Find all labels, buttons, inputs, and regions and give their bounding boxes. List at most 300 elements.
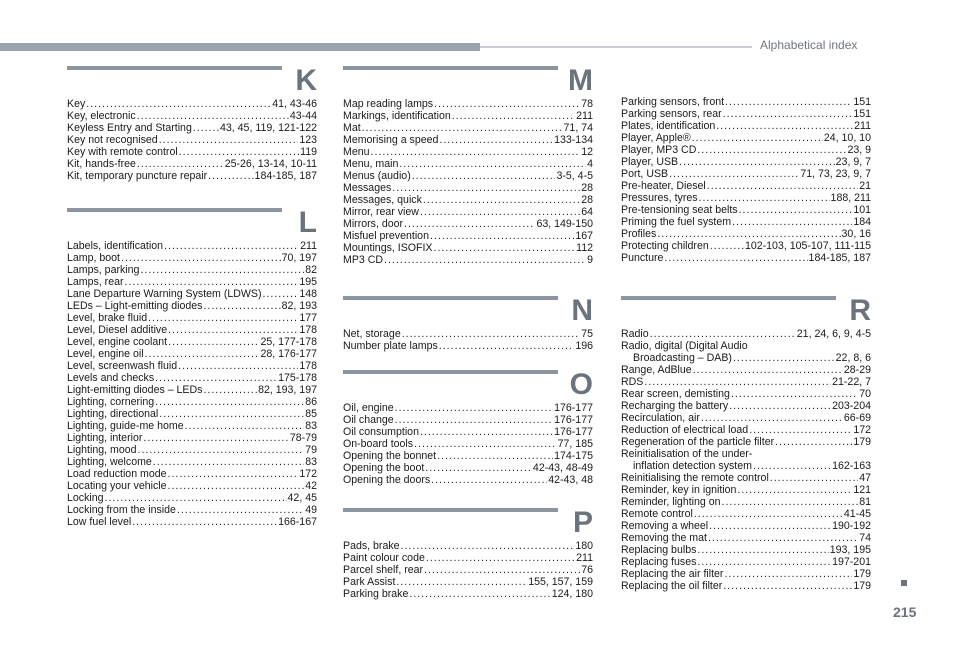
entry-label: Parking brake: [343, 588, 409, 600]
entry-pages: 23, 9: [847, 144, 871, 156]
leader-dots: [753, 460, 831, 472]
index-entry: [621, 144, 871, 156]
index-entry: [343, 122, 593, 134]
entry-pages: 102-103, 105-107, 111-115: [744, 240, 871, 252]
index-entry: [621, 120, 871, 132]
top-decorative-rule: [480, 46, 752, 48]
leader-dots: [644, 376, 831, 388]
entry-pages: 172: [299, 468, 317, 480]
entry-pages: 178: [299, 360, 317, 372]
index-entry: [343, 134, 593, 146]
leader-dots: [729, 400, 831, 412]
entry-pages: 151: [853, 96, 871, 108]
entry-pages: 179: [853, 580, 871, 592]
entry-pages: 148: [299, 288, 317, 300]
entry-list: [343, 540, 593, 600]
index-entry: [621, 180, 871, 192]
leader-dots: [697, 144, 846, 156]
entry-label: Pressures, tyres: [621, 192, 698, 204]
leader-dots: [384, 254, 586, 266]
entry-label: Regeneration of the particle filter: [621, 436, 775, 448]
section-end-mark: [901, 580, 907, 586]
entry-label: Memorising a speed: [343, 134, 439, 146]
index-entry: [343, 588, 593, 600]
leader-dots: [148, 312, 298, 324]
section-heading: [343, 296, 593, 326]
index-entry: [67, 276, 317, 288]
entry-pages: 193, 195: [829, 544, 871, 556]
entry-label: Labels, identification: [67, 240, 163, 252]
index-entry: [621, 240, 871, 252]
leader-dots: [694, 508, 843, 520]
entry-label: Menu, main: [343, 158, 399, 170]
entry-label: Priming the fuel system: [621, 216, 732, 228]
section-letter: O: [569, 368, 593, 401]
index-entry: [621, 216, 871, 228]
entry-label: Menus (audio): [343, 170, 411, 182]
leader-dots: [132, 516, 277, 528]
leader-dots: [437, 450, 553, 462]
leader-dots: [193, 122, 219, 134]
entry-label: Lamps, parking: [67, 264, 140, 276]
leader-dots: [401, 540, 575, 552]
section-letter: K: [295, 64, 317, 97]
entry-label: Level, Diesel additive: [67, 324, 168, 336]
entry-label: Recirculation, air: [621, 412, 700, 424]
leader-dots: [159, 408, 304, 420]
leader-dots: [137, 158, 224, 170]
index-entry: [67, 480, 317, 492]
leader-dots: [723, 580, 852, 592]
entry-pages: 70, 197: [281, 252, 317, 264]
entry-label: Oil consumption: [343, 426, 419, 438]
index-entry: [621, 580, 871, 592]
entry-pages: 176-177: [554, 426, 593, 438]
entry-pages: 66-69: [843, 412, 871, 424]
entry-pages: 25, 177-178: [260, 336, 317, 348]
section-heading: [621, 296, 871, 326]
leader-dots: [168, 336, 259, 348]
leader-dots: [404, 218, 535, 230]
leader-dots: [395, 402, 553, 414]
leader-dots: [399, 158, 586, 170]
entry-pages: 82, 193, 197: [258, 384, 317, 396]
entry-pages: 211: [576, 110, 593, 122]
leader-dots: [121, 252, 281, 264]
leader-dots: [362, 122, 563, 134]
index-entry: [67, 384, 317, 396]
entry-pages: 9: [587, 254, 593, 266]
leader-dots: [140, 264, 304, 276]
entry-pages: 211: [300, 240, 317, 252]
leader-dots: [402, 328, 580, 340]
entry-pages: 42-43, 48-49: [532, 462, 593, 474]
index-entry: [621, 448, 871, 460]
leader-dots: [423, 194, 580, 206]
entry-pages: 175-178: [278, 372, 317, 384]
entry-pages: 184: [853, 216, 871, 228]
entry-pages: 174-175: [554, 450, 593, 462]
entry-list: [67, 240, 317, 528]
index-entry: [621, 424, 871, 436]
section-rule: [67, 208, 282, 212]
leader-dots: [679, 156, 835, 168]
entry-pages: 42-43, 48: [548, 474, 593, 486]
index-entry: [621, 532, 871, 544]
entry-pages: 123: [299, 134, 317, 146]
index-entry: [67, 348, 317, 360]
leader-dots: [725, 96, 852, 108]
index-entry: [343, 218, 593, 230]
leader-dots: [262, 288, 298, 300]
leader-dots: [439, 134, 553, 146]
entry-label: Mirror, rear view: [343, 206, 419, 218]
leader-dots: [699, 192, 830, 204]
entry-label: Kit, hands-free: [67, 158, 136, 170]
index-entry: [67, 134, 317, 146]
index-entry: [343, 564, 593, 576]
leader-dots: [412, 170, 556, 182]
entry-pages: 22, 8, 6: [835, 352, 871, 364]
entry-label: Keyless Entry and Starting: [67, 122, 192, 134]
entry-label: Replacing the oil filter: [621, 580, 723, 592]
index-entry: [67, 324, 317, 336]
index-entry: [343, 474, 593, 486]
leader-dots: [105, 492, 287, 504]
index-entry: [621, 556, 871, 568]
index-entry: [621, 472, 871, 484]
entry-pages: 197-201: [832, 556, 871, 568]
entry-label: Profiles: [621, 228, 657, 240]
leader-dots: [395, 414, 553, 426]
page-number: 215: [893, 604, 917, 620]
entry-list: [343, 328, 593, 352]
leader-dots: [125, 276, 299, 288]
leader-dots: [716, 120, 853, 132]
entry-pages: 41, 43-46: [272, 98, 317, 110]
entry-pages: 3-5, 4-5: [556, 170, 593, 182]
leader-dots: [177, 504, 304, 516]
index-entry: [343, 462, 593, 474]
leader-dots: [723, 108, 853, 120]
entry-label: Oil, engine: [343, 402, 394, 414]
entry-label: Level, screenwash fluid: [67, 360, 178, 372]
leader-dots: [737, 484, 852, 496]
index-section: [343, 370, 593, 486]
top-decorative-bar: [0, 43, 480, 51]
entry-label: Key, electronic: [67, 110, 136, 122]
entry-label: Replacing the air filter: [621, 568, 724, 580]
section-rule: [343, 66, 558, 70]
entry-label: Replacing fuses: [621, 556, 697, 568]
index-entry: [67, 492, 317, 504]
entry-pages: 24, 10, 10: [823, 132, 871, 144]
leader-dots: [770, 472, 858, 484]
leader-dots: [203, 300, 280, 312]
entry-label: Lamps, rear: [67, 276, 124, 288]
entry-list: [621, 328, 871, 592]
entry-label: Net, storage: [343, 328, 401, 340]
leader-dots: [722, 496, 859, 508]
leader-dots: [203, 384, 257, 396]
entry-label: Lighting, cornering: [67, 396, 155, 408]
entry-label: Menu: [343, 146, 370, 158]
entry-label: Player, Apple®: [621, 132, 691, 144]
entry-label: RDS: [621, 376, 644, 388]
entry-label: Key: [67, 98, 86, 110]
index-entry: [67, 98, 317, 110]
leader-dots: [145, 348, 260, 360]
index-entry: [67, 444, 317, 456]
entry-label: Range, AdBlue: [621, 364, 692, 376]
entry-label: Levels and checks: [67, 372, 155, 384]
index-section: [621, 94, 871, 264]
leader-dots: [179, 146, 299, 158]
entry-pages: 211: [576, 552, 593, 564]
leader-dots: [168, 324, 298, 336]
entry-pages: 28: [581, 194, 593, 206]
index-entry: [621, 436, 871, 448]
index-entry: [343, 206, 593, 218]
index-entry: [343, 402, 593, 414]
leader-dots: [86, 98, 271, 110]
index-entry: [343, 450, 593, 462]
entry-list: [343, 98, 593, 266]
leader-dots: [434, 98, 580, 110]
section-heading: [343, 508, 593, 538]
entry-pages: 23, 9, 7: [835, 156, 871, 168]
index-entry: [67, 408, 317, 420]
index-entry: [343, 414, 593, 426]
entry-label: Parking sensors, rear: [621, 108, 722, 120]
entry-pages: 63, 149-150: [536, 218, 593, 230]
entry-pages: 172: [853, 424, 871, 436]
entry-pages: 85: [305, 408, 317, 420]
index-entry: [67, 122, 317, 134]
entry-pages: 82: [305, 264, 317, 276]
entry-label: inflation detection system: [633, 460, 752, 472]
entry-label: Reinitialisation of the under-: [621, 448, 753, 460]
leader-dots: [420, 206, 580, 218]
entry-label: Rear screen, demisting: [621, 388, 730, 400]
entry-label: Level, engine oil: [67, 348, 144, 360]
entry-pages: 167: [575, 230, 593, 242]
index-entry: [621, 156, 871, 168]
entry-pages: 162-163: [832, 460, 871, 472]
section-rule: [343, 296, 558, 300]
entry-label: Low fuel level: [67, 516, 132, 528]
leader-dots: [420, 426, 553, 438]
entry-pages: 121: [853, 484, 871, 496]
entry-pages: 79: [305, 444, 317, 456]
entry-label: Radio, digital (Digital Audio: [621, 340, 748, 352]
entry-label: Reminder, key in ignition: [621, 484, 737, 496]
index-entry: [67, 504, 317, 516]
index-entry: [67, 288, 317, 300]
leader-dots: [409, 588, 550, 600]
leader-dots: [168, 480, 305, 492]
index-entry: [621, 352, 871, 364]
section-letter: R: [849, 294, 871, 327]
entry-pages: 195: [299, 276, 317, 288]
entry-label: Lighting, guide-me home: [67, 420, 184, 432]
leader-dots: [424, 564, 580, 576]
index-section: [67, 208, 317, 528]
entry-label: Parcel shelf, rear: [343, 564, 424, 576]
entry-label: Key not recognised: [67, 134, 158, 146]
leader-dots: [439, 340, 575, 352]
index-entry: [67, 360, 317, 372]
entry-pages: 12: [581, 146, 593, 158]
entry-pages: 112: [576, 242, 593, 254]
index-entry: [67, 170, 317, 182]
entry-pages: 184-185, 187: [808, 252, 871, 264]
leader-dots: [426, 552, 575, 564]
entry-pages: 179: [853, 568, 871, 580]
section-letter: P: [572, 506, 593, 539]
entry-pages: 42: [305, 480, 317, 492]
leader-dots: [708, 532, 858, 544]
entry-pages: 179: [853, 436, 871, 448]
index-entry: [621, 412, 871, 424]
entry-list: [67, 98, 317, 182]
index-entry: [67, 158, 317, 170]
leader-dots: [143, 432, 289, 444]
entry-label: Radio: [621, 328, 649, 340]
entry-label: Kit, temporary puncture repair: [67, 170, 208, 182]
entry-label: Mirrors, door: [343, 218, 404, 230]
entry-pages: 25-26, 13-14, 10-11: [224, 158, 317, 170]
index-entry: [67, 432, 317, 444]
leader-dots: [731, 388, 858, 400]
entry-label: Messages: [343, 182, 392, 194]
entry-pages: 78-79: [289, 432, 317, 444]
entry-label: Recharging the battery: [621, 400, 729, 412]
entry-pages: 178: [299, 324, 317, 336]
entry-pages: 190-192: [832, 520, 871, 532]
entry-pages: 177: [299, 312, 317, 324]
index-entry: [343, 438, 593, 450]
leader-dots: [178, 360, 298, 372]
leader-dots: [692, 132, 823, 144]
entry-pages: 211: [854, 120, 871, 132]
leader-dots: [371, 146, 581, 158]
entry-label: MP3 CD: [343, 254, 384, 266]
index-entry: [67, 372, 317, 384]
entry-label: Messages, quick: [343, 194, 422, 206]
index-entry: [621, 228, 871, 240]
section-heading: [67, 208, 317, 238]
index-section: [67, 66, 317, 182]
leader-dots: [707, 180, 858, 192]
entry-label: Remote control: [621, 508, 693, 520]
index-entry: [621, 328, 871, 340]
index-entry: [343, 328, 593, 340]
section-heading: [67, 66, 317, 96]
entry-label: Lighting, directional: [67, 408, 159, 420]
index-entry: [621, 376, 871, 388]
entry-pages: 74: [859, 532, 871, 544]
entry-pages: 176-177: [554, 402, 593, 414]
entry-label: Load reduction mode: [67, 468, 167, 480]
entry-pages: 78: [581, 98, 593, 110]
entry-label: Lighting, welcome: [67, 456, 152, 468]
index-entry: [621, 544, 871, 556]
entry-label: Level, engine coolant: [67, 336, 168, 348]
leader-dots: [396, 576, 527, 588]
leader-dots: [749, 424, 852, 436]
index-entry: [343, 340, 593, 352]
index-entry: [621, 568, 871, 580]
entry-label: Mountings, ISOFIX: [343, 242, 433, 254]
entry-label: Removing the mat: [621, 532, 707, 544]
section-letter: L: [298, 206, 317, 239]
leader-dots: [159, 134, 299, 146]
leader-dots: [155, 372, 277, 384]
leader-dots: [164, 240, 299, 252]
index-entry: [343, 158, 593, 170]
leader-dots: [452, 110, 575, 122]
entry-label: Misfuel prevention: [343, 230, 429, 242]
entry-pages: 77, 185: [557, 438, 593, 450]
index-entry: [621, 132, 871, 144]
entry-pages: 180: [575, 540, 593, 552]
leader-dots: [153, 456, 304, 468]
entry-pages: 30, 16: [841, 228, 871, 240]
index-entry: [67, 264, 317, 276]
index-entry: [67, 456, 317, 468]
index-entry: [621, 252, 871, 264]
index-entry: [621, 388, 871, 400]
index-entry: [343, 98, 593, 110]
entry-label: Paint colour code: [343, 552, 425, 564]
entry-pages: 188, 211: [830, 192, 871, 204]
entry-pages: 49: [305, 504, 317, 516]
leader-dots: [155, 396, 304, 408]
leader-dots: [431, 474, 547, 486]
index-entry: [343, 552, 593, 564]
entry-label: Reduction of electrical load: [621, 424, 749, 436]
entry-pages: 21, 24, 6, 9, 4-5: [796, 328, 871, 340]
section-rule: [621, 296, 836, 300]
entry-label: Level, brake fluid: [67, 312, 148, 324]
leader-dots: [732, 216, 852, 228]
entry-pages: 86: [305, 396, 317, 408]
entry-label: Oil change: [343, 414, 394, 426]
entry-pages: 75: [581, 328, 593, 340]
index-entry: [621, 108, 871, 120]
leader-dots: [430, 230, 574, 242]
entry-pages: 83: [305, 420, 317, 432]
entry-pages: 166-167: [278, 516, 317, 528]
entry-label: Protecting children: [621, 240, 709, 252]
entry-label: Player, MP3 CD: [621, 144, 697, 156]
entry-pages: 203-204: [832, 400, 871, 412]
entry-label: Locking from the inside: [67, 504, 176, 516]
section-heading: [343, 66, 593, 96]
leader-dots: [709, 520, 831, 532]
entry-label: Player, USB: [621, 156, 679, 168]
leader-dots: [434, 242, 576, 254]
entry-label: Mat: [343, 122, 361, 134]
index-entry: [343, 170, 593, 182]
index-entry: [343, 146, 593, 158]
section-letter: M: [568, 64, 593, 97]
entry-pages: 83: [305, 456, 317, 468]
index-entry: [67, 516, 317, 528]
index-entry: [343, 194, 593, 206]
entry-label: Number plate lamps: [343, 340, 438, 352]
